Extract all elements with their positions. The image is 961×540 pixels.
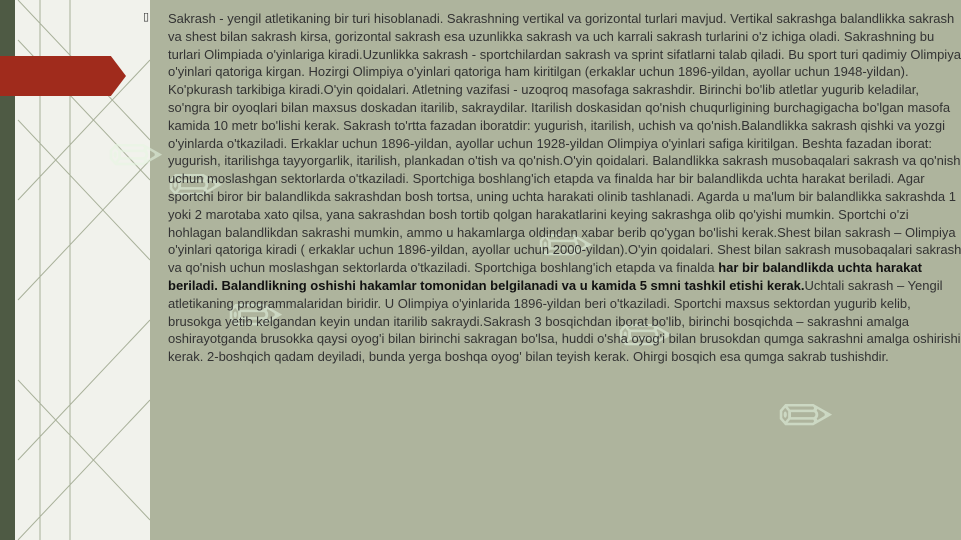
watermark-glyph: ✎ xyxy=(601,291,692,383)
watermark-glyph: ✎ xyxy=(211,271,302,363)
bullet-icon: ▯ xyxy=(143,10,150,23)
body-text-part1: Sakrash - yengil atletikaning bir turi hisoblanadi. Sakrashning vertikal va gorizontal turlari mavjud. Vertikal sakrashga balandlikka sakrash va shest bilan sakrash kirsa, gorizontal sakrash esa uzunlikka sakrash va uch karrali sakrash turlarini o'z ichiga oladi. Sakrashning bu turlari Olimpiada o'yinlariga kiradi.Uzunlikka sakrash - sportchilardan sakrash va sprint sifatlarni talab qiladi. Bu sport turi qadimiy Olimpiya o'yinlari qatoriga kirgan. Hozirgi Olimpiya o'yinlari qatoriga ham kiritilgan (erkaklar uchun 1896-yildan, ayollar uchun 1948-yildan). Ko'pkurash tarkibiga kiradi.O'yin qoidalari. Atletning vazifasi - uzoqroq masofaga sakrashdir. Birinchi bo'lib atletlar yugurib keladilar, so'ngra bir oyoqlari bilan maxsus doskadan itarilib, sakraydilar. Itarilish doskasidan qo'nish chuqurligining burchagigacha bo'lgan masofa kamida 10 metr bo'lishi kerak. Sakrash to'rtta fazadan iboratdir: yugurish, itarilish, uchish va qo'nish.Balandlikka sakrash qishki va yozgi o'yinlarda o'tkaziladi. Erkaklar uchun 1896-yildan, ayollar uchun 1928-yildan Olimpiya o'yinlari safiga kiritilgan. Beshta fazadan iborat: yugurish, itarilishga tayyorgarlik, itarilish, plankadan o'tish va qo'nish.O'yin qoidalari. Balandlikka sakrash musobaqalari sakrash va qo'nish uchun moslashgan sektorlarda o'tkaziladi. Sportchiga boshlang'ich etapda va finalda har bir balandlikda uchta harakat beriladi. Agar sportchi biror bir balandlikda sakrashdan bosh tortsa, uning uchta harakati olinib tashlanadi. Agarda u ma'lum bir balandlikka sakrashda 1 yoki 2 marotaba xato qilsa, yana sakrashdan bosh tortib qolgan harakatlarini keying sakrashga olib qo'yishi mumkin. Sportchi o'zi hohlagan balandlikdan sakrashi mumkin, ammo u hakamlarga oldindan xabar berib qo'ygan bo'lishi kerak.Shest bilan sakrash – Olimpiya o'yinlari qatoriga kiradi ( erkaklar uchun 1896-yildan, ayollar uchun 2000-yildan).O'yin qoidalari. Shest bilan sakrash musobaqalari sakrash va qo'nish uchun moslashgan sektorlarda o'tkaziladi. Sportchiga boshlang'ich etapda va finalda xyxy=(168,11,961,276)
watermark-glyph: ✎ xyxy=(521,201,612,293)
body-text-bold: har bir balandlikda uchta harakat beriladi. Balandlikning oshishi hakamlar tomonidan belgilanadi va u kamida 5 smni tashkil etishi kerak. xyxy=(168,260,922,293)
slide-body-text xyxy=(168,10,961,366)
watermark-glyph: ✎ xyxy=(151,141,242,233)
watermark-glyph: ✎ xyxy=(761,371,852,463)
watermark-glyph: ✎ xyxy=(91,111,182,203)
body-text-part2: Uchtali sakrash – Yengil atletikaning programmalaridan biridir. U Olimpiya o'yinlarida 1896-yildan beri o'tkaziladi. Sportchi maxsus sektordan yugurib kelib, brusokga yetib kelgandan keyin undan itarilib sakraydi.Sakrash 3 bosqichdan iborat bo'lib, birinchi bosqichda – sakrashni amalga oshirayotganda brusokka qaysi oyog'i bilan birinchi sakragan bo'lsa, huddi o'sha oyog'i bilan brusokdan qumga sakrashni amalga oshirishi kerak. 2-boshqich qadam deyiladi, bunda yerga boshqa oyog' bilan teyish kerak. Ohirgi bosqich esa qumga sakrab tushishdir. xyxy=(168,277,961,365)
red-arrow-tab xyxy=(0,56,126,96)
